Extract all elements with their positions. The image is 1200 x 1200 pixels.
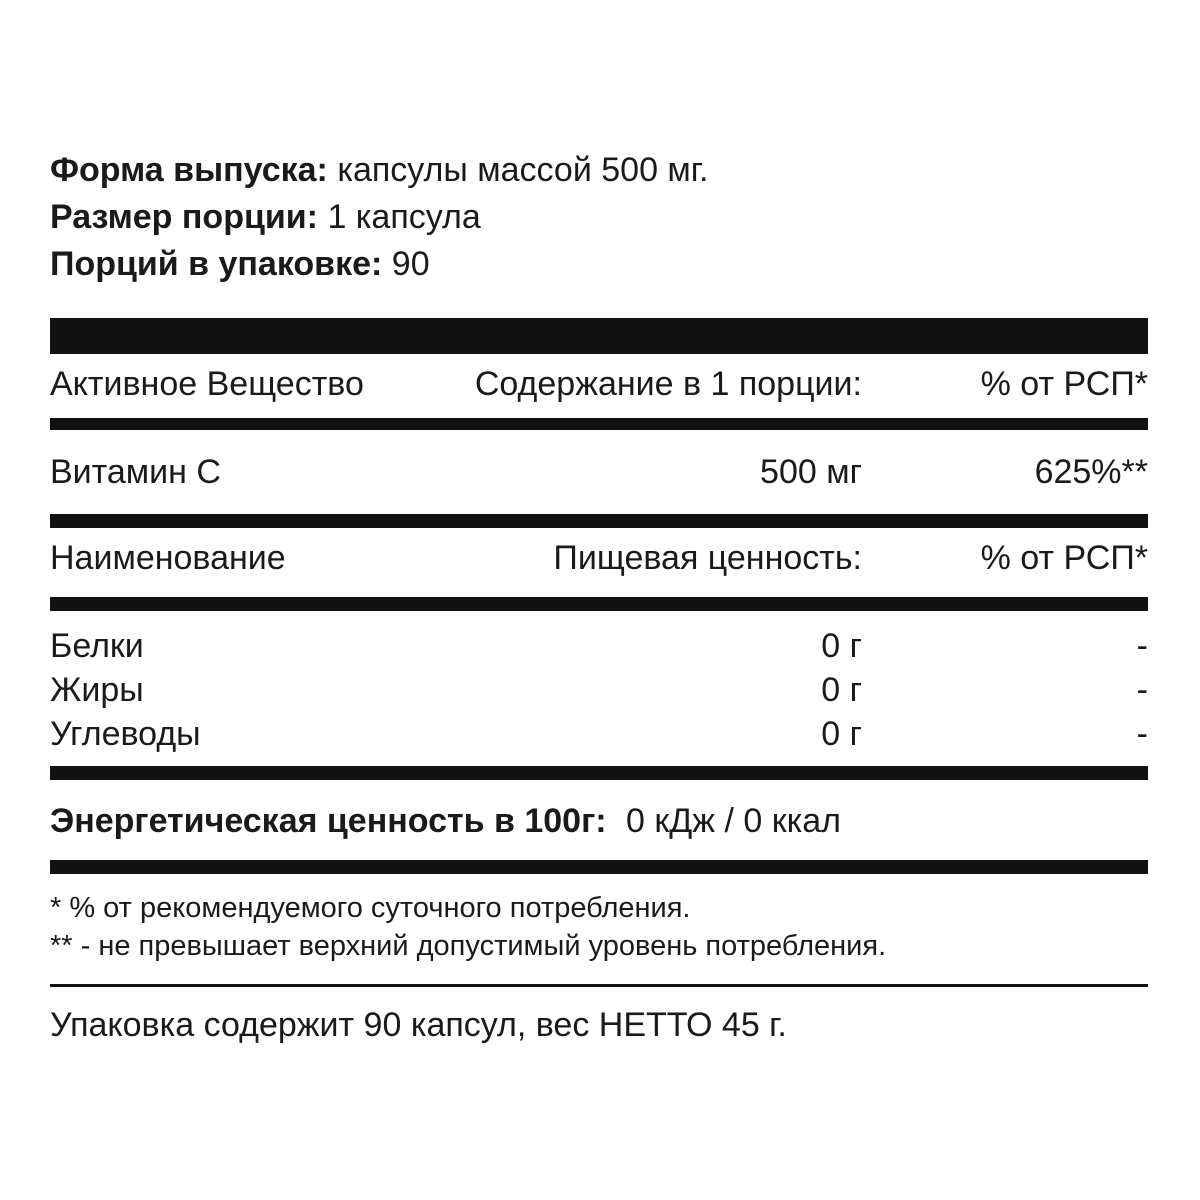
serving-label: Размер порции: xyxy=(50,198,318,236)
active-header-amount: Содержание в 1 порции: xyxy=(474,365,862,403)
servings-value: 90 xyxy=(391,245,430,283)
servings-label: Порций в упаковке: xyxy=(50,245,383,283)
footnote-upper-limit: ** - не превышает верхний допустимый уровень потребления. xyxy=(50,930,887,962)
servings-line xyxy=(50,244,430,284)
active-header-name: Активное Вещество xyxy=(50,365,364,403)
energy-value: 0 кДж / 0 ккал xyxy=(626,802,841,840)
form-line xyxy=(50,150,709,190)
nutrition-row-name: Углеводы xyxy=(50,715,201,753)
nutrition-row-percent: - xyxy=(1136,627,1148,665)
energy-line xyxy=(50,801,841,841)
nutrition-row-name: Жиры xyxy=(50,671,144,709)
nutrition-row-name: Белки xyxy=(50,627,144,665)
header-bar xyxy=(50,318,1148,354)
divider xyxy=(50,418,1148,430)
footnote-rsp: * % от рекомендуемого суточного потребления. xyxy=(50,892,691,924)
serving-line xyxy=(50,197,481,237)
divider xyxy=(50,766,1148,780)
divider xyxy=(50,514,1148,528)
active-header-percent: % от РСП* xyxy=(980,365,1148,403)
active-row-percent: 625%** xyxy=(1034,453,1148,491)
energy-label: Энергетическая ценность в 100г: xyxy=(50,802,607,840)
package-note: Упаковка содержит 90 капсул, вес НЕТТО 45 г. xyxy=(50,1006,787,1044)
nutrition-header-amount: Пищевая ценность: xyxy=(553,539,862,577)
nutrition-row-amount: 0 г xyxy=(821,715,862,753)
divider xyxy=(50,597,1148,611)
nutrition-row-amount: 0 г xyxy=(821,627,862,665)
form-label: Форма выпуска: xyxy=(50,151,328,189)
serving-value: 1 капсула xyxy=(327,198,481,236)
nutrition-row-percent: - xyxy=(1136,715,1148,753)
thin-divider xyxy=(50,984,1148,987)
nutrition-header-percent: % от РСП* xyxy=(980,539,1148,577)
nutrition-header-name: Наименование xyxy=(50,539,286,577)
form-value: капсулы массой 500 мг. xyxy=(337,151,709,189)
divider xyxy=(50,860,1148,874)
active-row-amount: 500 мг xyxy=(760,453,862,491)
nutrition-row-amount: 0 г xyxy=(821,671,862,709)
nutrition-row-percent: - xyxy=(1136,671,1148,709)
active-row-name: Витамин С xyxy=(50,453,221,491)
